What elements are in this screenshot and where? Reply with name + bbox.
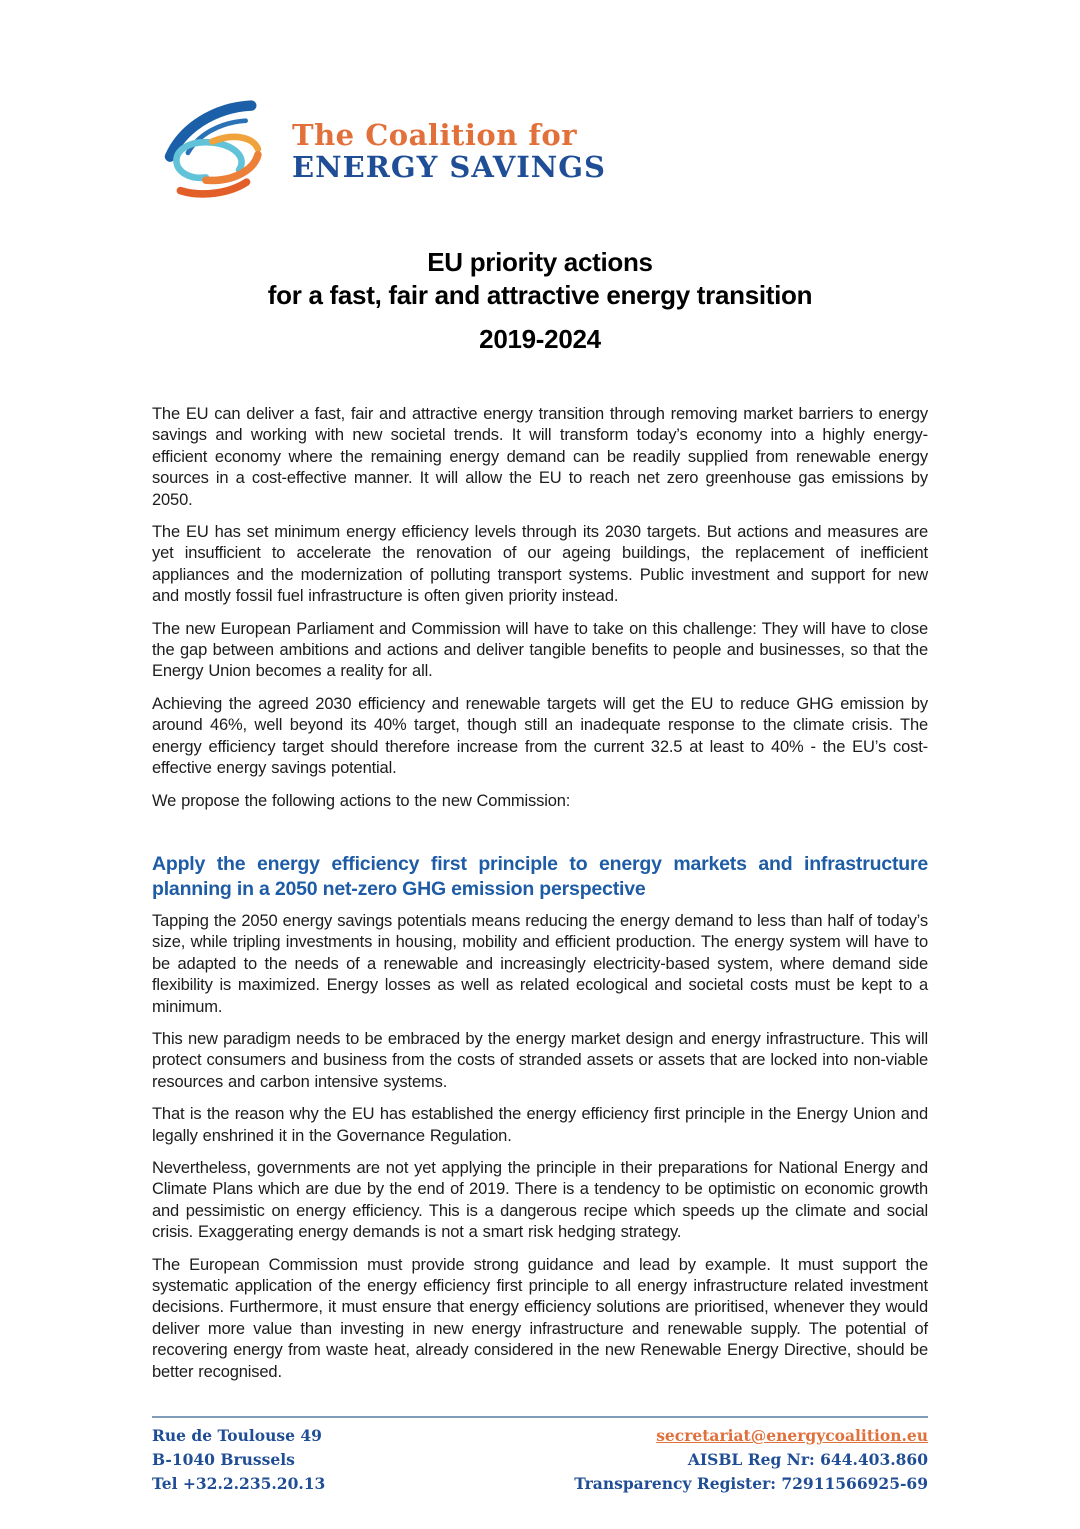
- logo: [152, 98, 928, 202]
- page-footer: [152, 1416, 928, 1496]
- footer-address-street: Rue de Toulouse 49: [152, 1426, 322, 1445]
- logo-wordmark-line2: ENERGY SAVINGS: [292, 149, 606, 184]
- coalition-swoosh-icon: [152, 98, 274, 202]
- footer-address-phone: Tel +32.2.235.20.13: [152, 1474, 326, 1493]
- logo-wordmark-line1: The Coalition for: [292, 117, 577, 152]
- paragraph: This new paradigm needs to be embraced by the energy market design and energy infrastructure. This will protect consumers and business from the costs of stranded assets or assets that are locked into non-viable resources and carbon intensive systems.: [152, 1029, 928, 1091]
- title-years: 2019-2024: [479, 324, 601, 354]
- paragraph: The European Commission must provide strong guidance and lead by example. It must support the systematic application of the energy efficiency first principle to all energy infrastructure related investment decisions. Furthermore, it must ensure that energy efficiency solutions are prioritised, whenever they would deliver more value than investing in new energy infrastructure and renewable supply. The potential of recovering energy from waste heat, already considered in the new Renewable Energy Directive, should be better recognised.: [152, 1255, 928, 1381]
- paragraph: Nevertheless, governments are not yet applying the principle in their preparations for National Energy and Climate Plans which are due by the end of 2019. There is a tendency to be optimistic on economic growth and pessimistic on energy efficiency. This is a dangerous recipe which speeds up the climate and social crisis. Exaggerating energy demands is not a smart risk hedging strategy.: [152, 1158, 928, 1242]
- paragraph: The new European Parliament and Commission will have to take on this challenge: They will have to close the gap between ambitions and actions and deliver tangible benefits to people and businesses, so that the Energy Union becomes a reality for all.: [152, 619, 928, 681]
- paragraph: Achieving the agreed 2030 efficiency and renewable targets will get the EU to reduce GHG emission by around 46%, well beyond its 40% target, though still an inadequate response to the climate crisis. The energy efficiency target should therefore increase from the current 32.5 at least to 40% - the EU’s cost-effective energy savings potential.: [152, 694, 928, 778]
- paragraph: We propose the following actions to the new Commission:: [152, 791, 571, 810]
- logo-wordmark: [292, 117, 606, 184]
- document-title: [152, 246, 928, 356]
- paragraph: The EU has set minimum energy efficiency levels through its 2030 targets. But actions and measures are yet insufficient to accelerate the renovation of our ageing buildings, the replacement of inefficient appliances and the modernization of polluting transport systems. Public investment and support for new and mostly fossil fuel infrastructure is often given priority instead.: [152, 523, 928, 606]
- footer-address-city: B-1040 Brussels: [152, 1450, 295, 1469]
- title-line2: for a fast, fair and attractive energy transition: [267, 280, 813, 310]
- footer-aisbl-reg: AISBL Reg Nr: 644.403.860: [687, 1450, 928, 1469]
- paragraph: Tapping the 2050 energy savings potentials means reducing the energy demand to less than half of today’s size, while tripling investments in housing, mobility and efficient production. The energy system will have to be adapted to the needs of a renewable and increasingly electricity-based system, where demand side flexibility is maximized. Energy losses as well as related ecological and societal costs must be kept to a minimum.: [152, 911, 928, 1016]
- intro-section: [152, 404, 928, 812]
- paragraph: The EU can deliver a fast, fair and attractive energy transition through removing market barriers to energy savings and working with new societal trends. It will transform today’s economy into a highly energy-efficient economy where the remaining energy demand can be readily supplied from renewable energy sources in a cost-effective manner. It will allow the EU to reach net zero greenhouse gas emissions by 2050.: [152, 405, 928, 509]
- footer-registry: [574, 1424, 928, 1496]
- paragraph: That is the reason why the EU has established the energy efficiency first principle in the Energy Union and legally enshrined it in the Governance Regulation.: [152, 1105, 928, 1145]
- footer-address: [152, 1424, 325, 1496]
- footer-email-link[interactable]: secretariat@energycoalition.eu: [656, 1426, 928, 1445]
- section-body: [152, 911, 928, 1383]
- footer-transparency-register: Transparency Register: 72911566925-69: [574, 1474, 928, 1493]
- section-heading: Apply the energy efficiency first principle to energy markets and infrastructure planning in a 2050 net-zero GHG emission perspective: [152, 852, 928, 900]
- title-line1: EU priority actions: [427, 247, 653, 277]
